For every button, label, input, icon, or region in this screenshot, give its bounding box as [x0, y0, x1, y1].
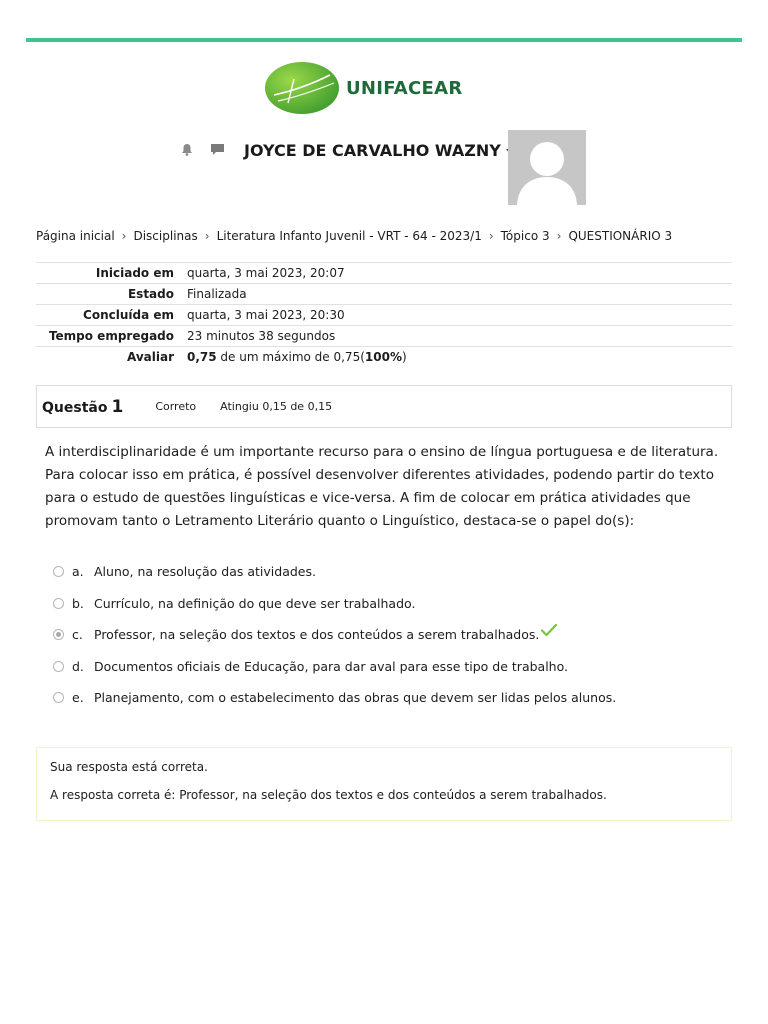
question-title	[42, 397, 123, 417]
attempt-summary-table	[36, 262, 732, 367]
answer-text: Planejamento, com o estabelecimento das obras que devem ser lidas pelos alunos.	[94, 690, 617, 706]
chevron-right-icon: ›	[488, 229, 494, 243]
time-label: Tempo empregado	[48, 329, 174, 343]
bell-icon[interactable]	[180, 142, 198, 158]
user-menu-name[interactable]: JOYCE DE CARVALHO WAZNY	[244, 140, 501, 160]
grade-score: 0,75	[187, 350, 217, 364]
feedback-box	[36, 747, 732, 821]
question-grade: Atingiu 0,15 de 0,15	[220, 400, 333, 413]
grade-end: )	[401, 350, 407, 364]
chevron-right-icon: ›	[204, 229, 210, 243]
chevron-right-icon: ›	[121, 229, 127, 243]
started-value: quarta, 3 mai 2023, 20:07	[187, 266, 345, 280]
avatar[interactable]	[508, 130, 586, 205]
question-state: Correto	[155, 400, 197, 413]
radio-button[interactable]	[53, 598, 64, 609]
question-title-label: Questão	[42, 399, 108, 416]
logo-text: UNIFACEAR	[346, 77, 463, 99]
chevron-right-icon: ›	[556, 229, 562, 243]
breadcrumb-quiz[interactable]: QUESTIONÁRIO 3	[568, 229, 673, 243]
grade-mid: de um máximo de 0,75(	[216, 350, 365, 364]
answer-text: Currículo, na definição do que deve ser trabalhado.	[94, 595, 416, 611]
top-accent-line	[26, 38, 742, 42]
question-text: A interdisciplinaridade é um importante recurso para o ensino de língua portuguesa e de literatura. Para colocar isso em prática, é possível desenvolver diferentes atividades, podendo partir do texto para o estudo de questões linguísticas e vice-versa. A fim de colocar em prática atividades que promovam tanto o Letramento Literário quanto o Linguístico, destaca-se o papel do(s):	[45, 444, 719, 529]
summary-row-time	[36, 326, 732, 347]
answer-list	[52, 556, 732, 714]
answer-option-a	[52, 556, 732, 588]
completed-label: Concluída em	[83, 308, 174, 322]
feedback-correct-message: Sua resposta está correta.	[50, 760, 208, 774]
feedback-correct-answer: A resposta correta é: Professor, na seleção dos textos e dos conteúdos a serem trabalhados.	[50, 788, 607, 802]
radio-button-selected[interactable]	[53, 629, 64, 640]
answer-option-e	[52, 682, 732, 714]
question-info-box	[36, 385, 732, 428]
breadcrumb-home[interactable]: Página inicial	[36, 229, 115, 243]
summary-row-completed	[36, 305, 732, 326]
answer-letter: c.	[72, 627, 83, 643]
completed-value: quarta, 3 mai 2023, 20:30	[187, 308, 345, 322]
answer-option-b	[52, 588, 732, 620]
user-bar	[180, 138, 514, 162]
answer-letter: a.	[72, 564, 84, 580]
breadcrumb-courses[interactable]: Disciplinas	[133, 229, 198, 243]
summary-row-state	[36, 284, 732, 305]
radio-button[interactable]	[53, 692, 64, 703]
question-number: 1	[111, 396, 124, 417]
grade-percent: 100%	[364, 350, 402, 364]
unifacear-logo[interactable]	[264, 60, 463, 116]
answer-option-c	[52, 619, 732, 651]
state-value: Finalizada	[187, 287, 247, 301]
answer-letter: b.	[72, 595, 84, 611]
answer-text: Aluno, na resolução das atividades.	[94, 564, 316, 580]
breadcrumb-course[interactable]: Literatura Infanto Juvenil - VRT - 64 - 2023/1	[216, 229, 482, 243]
breadcrumb-topic[interactable]: Tópico 3	[500, 229, 550, 243]
chat-icon[interactable]	[210, 142, 228, 158]
grade-label: Avaliar	[126, 350, 174, 364]
time-value: 23 minutos 38 segundos	[187, 329, 336, 343]
started-label: Iniciado em	[95, 266, 174, 280]
answer-option-d	[52, 651, 732, 683]
answer-letter: d.	[72, 658, 84, 674]
breadcrumb	[36, 229, 672, 243]
correct-check-icon	[541, 623, 557, 640]
grade-value	[180, 347, 732, 368]
radio-button[interactable]	[53, 566, 64, 577]
summary-row-started	[36, 263, 732, 284]
radio-button[interactable]	[53, 661, 64, 672]
state-label: Estado	[127, 287, 174, 301]
answer-letter: e.	[72, 690, 84, 706]
user-silhouette-icon	[508, 130, 586, 205]
summary-row-grade	[36, 347, 732, 368]
logo-mark-icon	[264, 61, 340, 115]
answer-text: Professor, na seleção dos textos e dos conteúdos a serem trabalhados.	[94, 627, 540, 643]
answer-text: Documentos oficiais de Educação, para dar aval para esse tipo de trabalho.	[94, 658, 568, 674]
